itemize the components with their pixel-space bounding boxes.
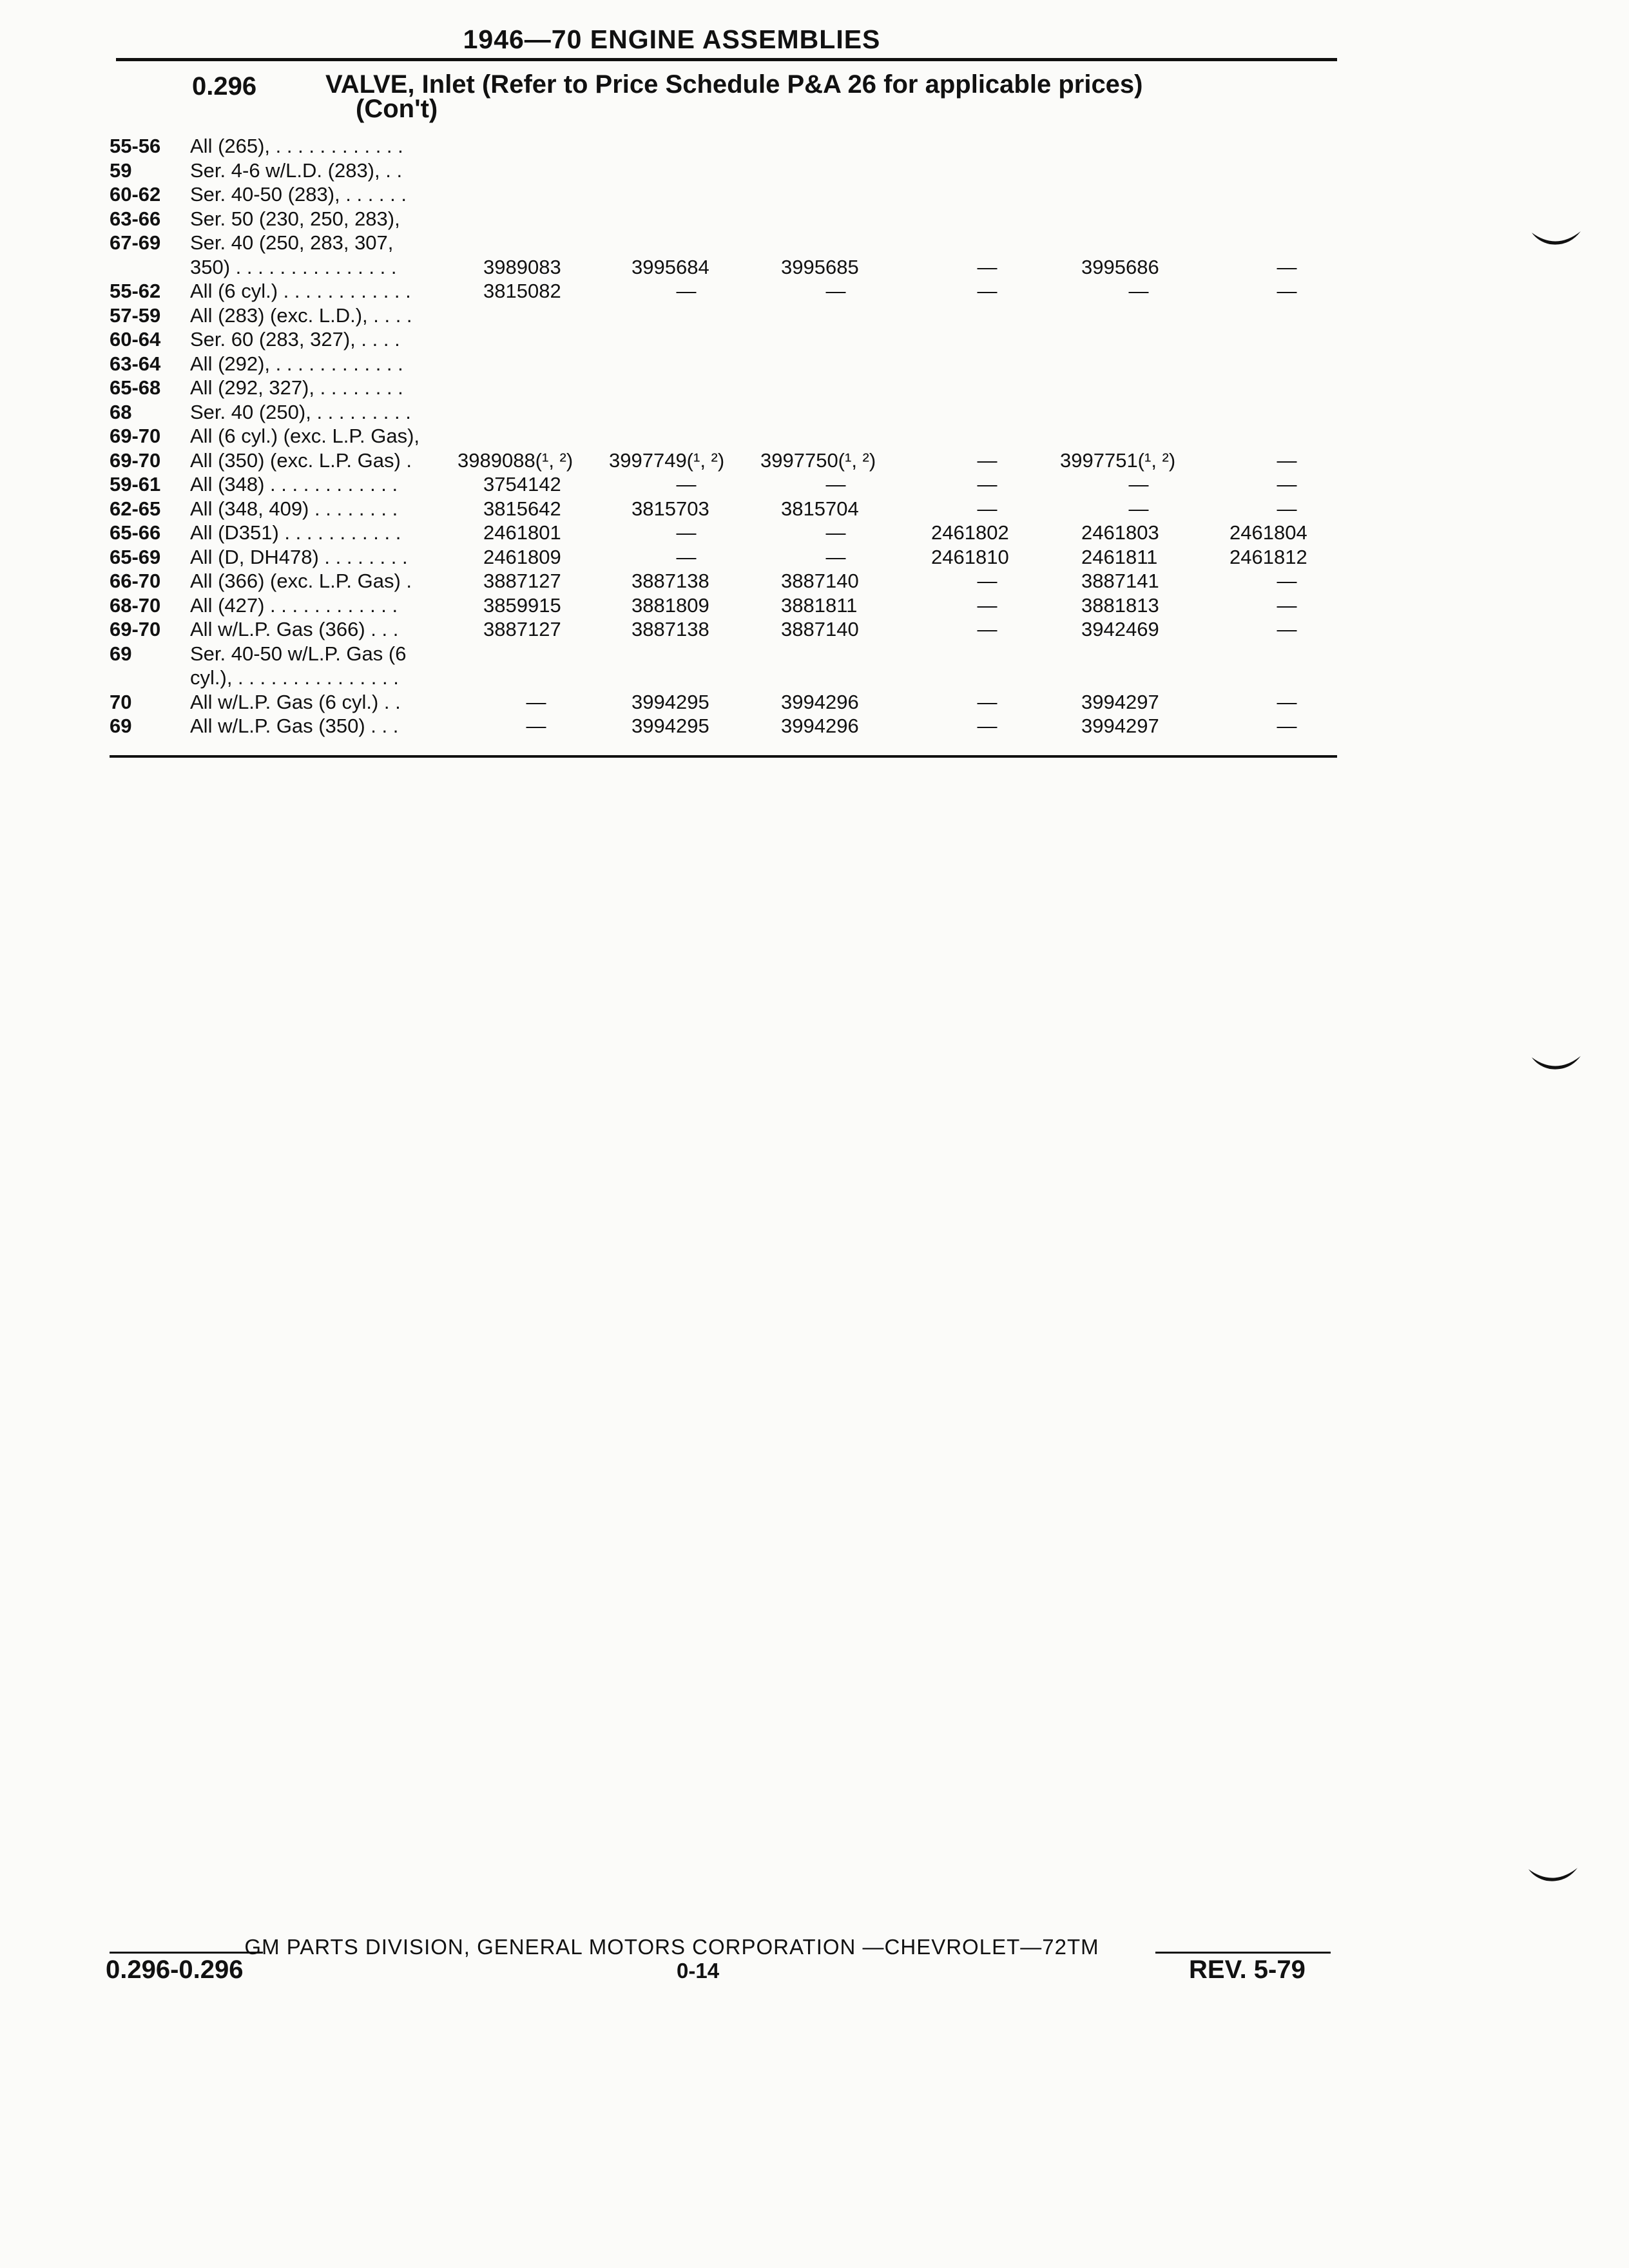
- table-row: [110, 666, 1340, 690]
- part-number-col-6: 2461812: [1229, 545, 1307, 568]
- table-row: [110, 400, 1340, 425]
- part-number-col-5: 2461811: [1081, 545, 1158, 568]
- part-number-col-1: 2461801: [483, 521, 561, 544]
- part-number-col-5: 3994297: [1081, 715, 1159, 737]
- table-row: [110, 714, 1340, 738]
- row-description: All (348) . . . . . . . . . . . .: [190, 473, 398, 495]
- part-number-col-5: 3994297: [1081, 690, 1159, 713]
- row-description: All w/L.P. Gas (366) . . .: [190, 618, 399, 640]
- row-description: All (348, 409) . . . . . . . .: [190, 497, 398, 520]
- row-years: 69-70: [110, 425, 161, 447]
- part-number-col-5: 3881813: [1081, 593, 1159, 617]
- part-number-col-4: —: [977, 497, 998, 520]
- row-description: cyl.), . . . . . . . . . . . . . . .: [190, 666, 399, 689]
- part-number-col-3: 3994296: [781, 690, 859, 713]
- binder-hole-mark-top: [1530, 229, 1582, 255]
- part-number-col-1: 3887127: [483, 618, 561, 640]
- part-number-col-2: 3887138: [631, 570, 709, 592]
- part-number-col-2: —: [676, 545, 697, 568]
- part-number-col-3: 3815704: [781, 497, 859, 520]
- part-number-col-5: 3887141: [1081, 570, 1159, 592]
- row-years: 55-56: [110, 135, 161, 157]
- row-years: 65-66: [110, 521, 161, 544]
- row-description: Ser. 4-6 w/L.D. (283), . .: [190, 159, 403, 182]
- part-number-col-5: 2461803: [1081, 521, 1159, 544]
- row-description: Ser. 40 (250, 283, 307,: [190, 231, 394, 254]
- section-title-block: [325, 72, 1143, 121]
- part-number-col-3: —: [825, 280, 846, 302]
- part-number-col-4: —: [977, 570, 998, 592]
- row-years: 59-61: [110, 473, 161, 495]
- part-number-col-2: —: [676, 473, 697, 495]
- part-number-col-1: 3989088(¹, ²): [458, 448, 574, 472]
- part-number-col-2: 3995684: [631, 255, 709, 278]
- part-number-col-1: 3887127: [483, 570, 561, 592]
- part-number-col-3: —: [825, 545, 846, 568]
- table-row: [110, 352, 1340, 376]
- row-years: 60-62: [110, 183, 161, 206]
- row-description: All (6 cyl.) (exc. L.P. Gas),: [190, 425, 420, 447]
- row-years: 68: [110, 400, 132, 423]
- table-row: [110, 472, 1340, 497]
- row-description: Ser. 40-50 (283), . . . . . .: [190, 183, 407, 206]
- part-number-col-6: —: [1277, 618, 1297, 640]
- table-row: [110, 424, 1340, 448]
- row-description: All (292), . . . . . . . . . . . .: [190, 352, 403, 375]
- table-row: [110, 593, 1340, 618]
- footer-page-number: 0-14: [677, 1959, 720, 1983]
- row-years: 62-65: [110, 497, 161, 520]
- table-row: [110, 690, 1340, 715]
- row-description: All (265), . . . . . . . . . . . .: [190, 135, 403, 157]
- part-number-col-5: 3995686: [1081, 255, 1159, 278]
- table-row: [110, 642, 1340, 666]
- part-number-col-6: —: [1277, 497, 1297, 520]
- footer-revision: REV. 5-79: [1189, 1956, 1306, 1984]
- row-years: 59: [110, 159, 132, 182]
- part-number-col-5: 3942469: [1081, 618, 1159, 640]
- table-row: [110, 159, 1340, 183]
- part-number-col-2: 3997749(¹, ²): [609, 448, 725, 472]
- part-number-col-1: 3815642: [483, 497, 561, 520]
- table-row: [110, 376, 1340, 400]
- part-number-col-2: —: [676, 280, 697, 302]
- row-years: 65-69: [110, 545, 161, 568]
- table-row: [110, 327, 1340, 352]
- row-description: Ser. 50 (230, 250, 283),: [190, 207, 400, 230]
- part-number-col-3: 3881811: [781, 593, 858, 617]
- section-continued-label: (Con't): [356, 95, 438, 123]
- footer-section-code: 0.296-0.296: [106, 1956, 244, 1984]
- part-number-col-6: —: [1277, 473, 1297, 495]
- part-number-col-4: —: [977, 473, 998, 495]
- row-description: Ser. 60 (283, 327), . . . .: [190, 328, 400, 351]
- table-row: [110, 255, 1340, 280]
- row-description: All (292, 327), . . . . . . . .: [190, 376, 403, 399]
- row-years: 69-70: [110, 448, 161, 472]
- row-years: 66-70: [110, 570, 161, 592]
- row-years: 69-70: [110, 618, 161, 640]
- part-number-col-2: 3887138: [631, 618, 709, 640]
- row-years: 55-62: [110, 280, 161, 302]
- row-description: Ser. 40-50 w/L.P. Gas (6: [190, 642, 407, 665]
- row-description: All (366) (exc. L.P. Gas) .: [190, 570, 412, 592]
- binder-hole-mark-bottom: [1527, 1865, 1579, 1891]
- table-row: [110, 617, 1340, 642]
- part-number-col-5: —: [1128, 497, 1149, 520]
- row-years: 68-70: [110, 593, 161, 617]
- row-description: All (D351) . . . . . . . . . . .: [190, 521, 401, 544]
- part-number-col-3: 3995685: [781, 255, 859, 278]
- row-description: All (D, DH478) . . . . . . . .: [190, 545, 408, 568]
- part-number-col-4: —: [977, 448, 998, 472]
- part-number-col-4: —: [977, 280, 998, 302]
- part-number-col-4: —: [977, 255, 998, 278]
- part-number-col-4: 2461810: [931, 545, 1009, 568]
- row-years: 63-66: [110, 207, 161, 230]
- row-description: All (283) (exc. L.D.), . . . .: [190, 303, 412, 327]
- part-number-col-3: —: [825, 473, 846, 495]
- page-header-title: 1946—70 ENGINE ASSEMBLIES: [463, 24, 881, 54]
- footer-publisher: GM PARTS DIVISION, GENERAL MOTORS CORPORATION —CHEVROLET—72TM: [244, 1935, 1099, 1959]
- part-number-col-6: —: [1277, 715, 1297, 737]
- table-row: [110, 303, 1340, 328]
- part-number-col-6: —: [1277, 690, 1297, 713]
- part-number-col-5: —: [1128, 473, 1149, 495]
- part-number-col-3: 3887140: [781, 618, 859, 640]
- part-number-col-3: 3997750(¹, ²): [760, 448, 876, 472]
- row-description: 350) . . . . . . . . . . . . . . .: [190, 255, 397, 278]
- table-row: [110, 545, 1340, 570]
- part-number-col-6: —: [1277, 280, 1297, 302]
- row-years: 57-59: [110, 303, 161, 327]
- row-description: All w/L.P. Gas (350) . . .: [190, 715, 399, 737]
- row-description: All (6 cyl.) . . . . . . . . . . . .: [190, 280, 411, 302]
- table-row: [110, 207, 1340, 231]
- part-number-col-2: 3815703: [631, 497, 709, 520]
- part-number-col-4: 2461802: [931, 521, 1009, 544]
- part-number-col-4: —: [977, 593, 998, 617]
- table-row: [110, 497, 1340, 521]
- table-row: [110, 182, 1340, 207]
- part-number-col-2: 3994295: [631, 690, 709, 713]
- header-rule: [116, 58, 1337, 61]
- binder-hole-mark-middle: [1530, 1053, 1582, 1079]
- part-number-col-3: —: [825, 521, 846, 544]
- row-description: All (427) . . . . . . . . . . . .: [190, 593, 398, 617]
- table-row: [110, 134, 1340, 159]
- part-number-col-1: —: [526, 715, 546, 737]
- part-number-col-2: 3881809: [631, 593, 709, 617]
- part-number-col-5: 3997751(¹, ²): [1060, 448, 1176, 472]
- part-number-col-5: —: [1128, 280, 1149, 302]
- row-years: 70: [110, 690, 132, 713]
- row-years: 69: [110, 642, 132, 665]
- part-number-col-6: —: [1277, 570, 1297, 592]
- part-number-col-2: —: [676, 521, 697, 544]
- part-number-col-6: —: [1277, 593, 1297, 617]
- row-years: 65-68: [110, 376, 161, 399]
- section-title: VALVE, Inlet (Refer to Price Schedule P&A 26 for applicable prices): [325, 70, 1143, 99]
- part-number-col-4: —: [977, 715, 998, 737]
- part-number-col-4: —: [977, 690, 998, 713]
- table-row: [110, 569, 1340, 593]
- part-number-col-1: 3754142: [483, 473, 561, 495]
- row-years: 69: [110, 715, 132, 737]
- part-number-col-3: 3887140: [781, 570, 859, 592]
- parts-table: [110, 134, 1340, 738]
- row-description: Ser. 40 (250), . . . . . . . . .: [190, 400, 411, 423]
- row-years: 67-69: [110, 231, 161, 254]
- part-number-col-4: —: [977, 618, 998, 640]
- part-number-col-6: 2461804: [1229, 521, 1307, 544]
- part-number-col-1: —: [526, 690, 546, 713]
- row-years: 63-64: [110, 352, 161, 375]
- table-bottom-rule: [110, 755, 1337, 758]
- row-description: All w/L.P. Gas (6 cyl.) . .: [190, 690, 401, 713]
- table-row: [110, 448, 1340, 473]
- row-description: All (350) (exc. L.P. Gas) .: [190, 448, 412, 472]
- part-number-col-1: 3859915: [483, 593, 561, 617]
- table-row: [110, 279, 1340, 303]
- table-row: [110, 231, 1340, 255]
- section-number: 0.296: [192, 72, 257, 101]
- part-number-col-6: —: [1277, 255, 1297, 278]
- row-years: 60-64: [110, 328, 161, 351]
- part-number-col-1: 3815082: [483, 280, 561, 302]
- part-number-col-1: 2461809: [483, 545, 561, 568]
- part-number-col-6: —: [1277, 448, 1297, 472]
- table-row: [110, 521, 1340, 545]
- part-number-col-1: 3989083: [483, 255, 561, 278]
- part-number-col-3: 3994296: [781, 715, 859, 737]
- part-number-col-2: 3994295: [631, 715, 709, 737]
